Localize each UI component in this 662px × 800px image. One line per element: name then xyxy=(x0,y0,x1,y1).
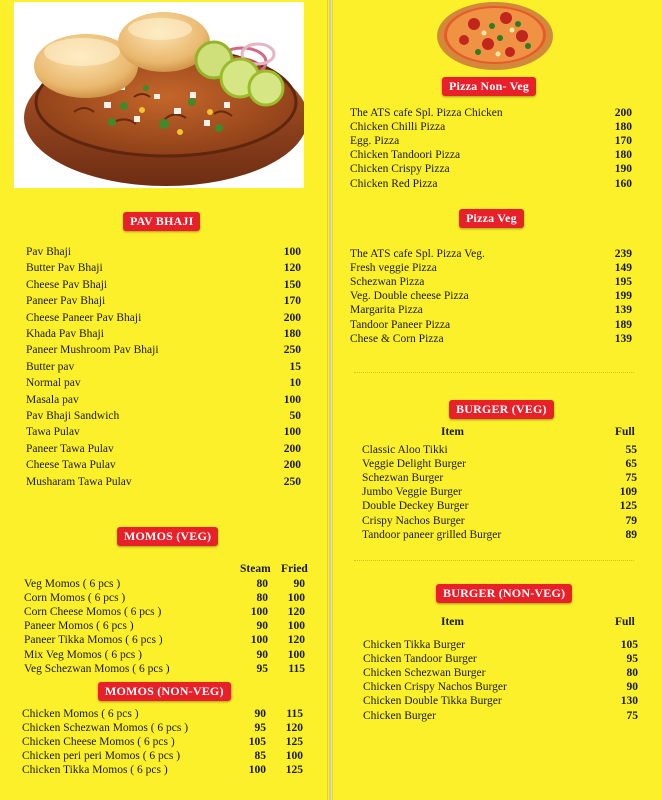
menu-item-price: 125 xyxy=(619,500,637,513)
menu-item-name: Corn Cheese Momos ( 6 pcs ) xyxy=(24,606,162,619)
menu-item-name: Veggie Delight Burger xyxy=(362,458,466,471)
menu-item-price: 195 xyxy=(614,276,632,289)
menu-item-name: Cheese Paneer Pav Bhaji xyxy=(26,311,142,324)
menu-item-name: Masala pav xyxy=(26,393,79,406)
menu-item-fried-price: 120 xyxy=(287,634,305,647)
menu-item-name: Chicken Tikka Burger xyxy=(363,639,466,651)
burger-nonveg-title: BURGER (NON-VEG) xyxy=(436,584,572,603)
menu-item-price: 250 xyxy=(283,344,301,357)
menu-item-price: 95 xyxy=(626,653,638,666)
menu-item-name: Margarita Pizza xyxy=(350,304,423,317)
menu-item-steam-price: 80 xyxy=(256,592,268,605)
menu-item-price: 120 xyxy=(283,262,301,275)
left-column xyxy=(0,0,326,800)
menu-item-steam-price: 100 xyxy=(250,634,268,647)
menu-item-price: 10 xyxy=(289,377,301,390)
menu-item-price: 75 xyxy=(625,472,637,485)
menu-item-fried-price: 115 xyxy=(286,708,303,720)
menu-item-name: Classic Aloo Tikki xyxy=(362,444,448,456)
menu-item-price: 150 xyxy=(283,278,301,291)
menu-item-name: Cheese Pav Bhaji xyxy=(26,278,108,291)
menu-item-price: 250 xyxy=(283,475,301,488)
menu-item-name: Veg. Double cheese Pizza xyxy=(350,290,469,303)
menu-item-steam-price: 90 xyxy=(254,708,266,720)
menu-item-name: Paneer Tawa Pulav xyxy=(26,442,114,455)
menu-item-fried-price: 120 xyxy=(287,606,305,619)
menu-item-name: Paneer Pav Bhaji xyxy=(26,295,106,308)
menu-item-name: Pav Bhaji Sandwich xyxy=(26,410,120,422)
menu-item-name: Egg. Pizza xyxy=(350,135,400,148)
menu-item-name: Chicken Crispy Pizza xyxy=(350,163,450,176)
menu-item-name: Paneer Mushroom Pav Bhaji xyxy=(26,344,159,357)
menu-item-steam-price: 95 xyxy=(254,722,266,735)
menu-item-price: 200 xyxy=(283,459,301,472)
column-divider xyxy=(327,0,333,800)
menu-item-name: Chicken Burger xyxy=(363,709,436,722)
menu-item-fried-price: 100 xyxy=(287,648,305,661)
menu-item-name: Schezwan Burger xyxy=(362,472,444,485)
menu-item-name: Chicken Red Pizza xyxy=(350,177,438,190)
menu-item-name: Fresh veggie Pizza xyxy=(350,262,437,275)
menu-item-steam-price: 95 xyxy=(256,662,268,675)
menu-item-name: Chese & Corn Pizza xyxy=(350,332,444,345)
momos-veg-steam-header: Steam xyxy=(240,563,271,575)
menu-item-price: 180 xyxy=(614,121,632,134)
menu-item-price: 170 xyxy=(614,135,632,148)
menu-item-price: 139 xyxy=(614,304,632,317)
menu-item-price: 100 xyxy=(283,246,301,258)
pav-bhaji-photo xyxy=(14,2,304,188)
menu-item-price: 89 xyxy=(625,528,637,541)
menu-item-steam-price: 90 xyxy=(256,648,268,661)
burger-veg-price-header: Full xyxy=(615,426,635,438)
menu-item-name: Schezwan Pizza xyxy=(350,276,425,289)
menu-item-name: Veg Momos ( 6 pcs ) xyxy=(24,578,121,590)
menu-item-name: The ATS cafe Spl. Pizza Veg. xyxy=(350,248,485,260)
menu-item-name: Chicken Tandoor Burger xyxy=(363,653,477,666)
menu-item-name: Chicken Schezwan Momos ( 6 pcs ) xyxy=(22,722,189,735)
menu-item-price: 199 xyxy=(614,290,632,303)
right-column xyxy=(334,0,662,800)
menu-item-price: 180 xyxy=(283,328,301,340)
menu-item-name: Cheese Tawa Pulav xyxy=(26,459,116,472)
menu-item-name: Veg Schezwan Momos ( 6 pcs ) xyxy=(24,662,170,675)
menu-item-price: 180 xyxy=(614,149,632,162)
menu-item-name: Double Deckey Burger xyxy=(362,500,469,513)
menu-item-price: 15 xyxy=(289,360,301,373)
menu-item-fried-price: 120 xyxy=(285,722,303,735)
menu-item-fried-price: 100 xyxy=(287,620,305,633)
burger-nonveg-price-header: Full xyxy=(615,616,635,628)
separator-dots-2 xyxy=(354,560,634,561)
menu-item-price: 55 xyxy=(625,444,637,456)
menu-item-price: 75 xyxy=(626,709,638,722)
menu-item-price: 80 xyxy=(626,667,638,680)
burger-veg-title: BURGER (VEG) xyxy=(449,400,554,419)
menu-item-name: Musharam Tawa Pulav xyxy=(26,475,132,488)
menu-item-name: Butter Pav Bhaji xyxy=(26,262,103,275)
menu-item-name: Chicken Tikka Momos ( 6 pcs ) xyxy=(22,764,168,777)
momos-nonveg-title: MOMOS (NON-VEG) xyxy=(98,682,231,701)
menu-item-fried-price: 115 xyxy=(288,662,305,675)
menu-item-name: Chicken Tandoori Pizza xyxy=(350,149,461,162)
menu-item-name: Normal pav xyxy=(26,377,81,390)
pav-bhaji-title: PAV BHAJI xyxy=(123,212,200,231)
menu-item-fried-price: 100 xyxy=(287,592,305,605)
menu-item-steam-price: 100 xyxy=(248,764,266,777)
separator-dots xyxy=(354,372,634,373)
momos-veg-fried-header: Fried xyxy=(281,563,308,575)
menu-item-price: 190 xyxy=(614,163,632,176)
burger-nonveg-item-header: Item xyxy=(441,616,464,628)
menu-item-steam-price: 80 xyxy=(256,578,268,590)
menu-item-price: 100 xyxy=(283,426,301,439)
menu-item-price: 200 xyxy=(283,311,301,324)
menu-item-price: 90 xyxy=(626,681,638,694)
menu-item-price: 149 xyxy=(614,262,632,275)
menu-item-fried-price: 90 xyxy=(293,578,305,590)
menu-item-price: 50 xyxy=(289,410,301,422)
menu-item-name: Pav Bhaji xyxy=(26,246,72,258)
menu-item-price: 200 xyxy=(614,107,632,119)
menu-item-name: Chicken Double Tikka Burger xyxy=(363,695,502,708)
menu-item-name: Chicken Schezwan Burger xyxy=(363,667,486,680)
menu-item-name: Paneer Momos ( 6 pcs ) xyxy=(24,620,134,633)
menu-item-name: Chicken Crispy Nachos Burger xyxy=(363,681,507,694)
momos-veg-title: MOMOS (VEG) xyxy=(117,527,218,546)
menu-item-price: 100 xyxy=(283,393,301,406)
menu-item-steam-price: 100 xyxy=(250,606,268,619)
menu-item-steam-price: 90 xyxy=(256,620,268,633)
menu-item-price: 130 xyxy=(620,695,638,708)
menu-item-name: Paneer Tikka Momos ( 6 pcs ) xyxy=(24,634,163,647)
pizza-veg-title: Pizza Veg xyxy=(459,209,524,228)
pizza-photo xyxy=(434,0,556,72)
menu-item-name: Jumbo Veggie Burger xyxy=(362,486,462,499)
pizza-nonveg-title: Pizza Non- Veg xyxy=(442,77,536,96)
menu-item-name: Chicken peri peri Momos ( 6 pcs ) xyxy=(22,750,181,763)
menu-item-name: Chicken Cheese Momos ( 6 pcs ) xyxy=(22,736,175,749)
menu-item-name: Tandoor Paneer Pizza xyxy=(350,318,451,331)
menu-item-fried-price: 125 xyxy=(285,736,303,749)
menu-item-name: Tandoor paneer grilled Burger xyxy=(362,528,502,541)
menu-item-price: 105 xyxy=(620,639,638,651)
menu-item-price: 160 xyxy=(614,177,632,190)
menu-item-name: Corn Momos ( 6 pcs ) xyxy=(24,592,126,605)
menu-item-price: 79 xyxy=(625,514,637,527)
menu-item-name: Mix Veg Momos ( 6 pcs ) xyxy=(24,648,142,661)
menu-item-price: 239 xyxy=(614,248,632,260)
menu-item-name: Butter pav xyxy=(26,360,75,373)
menu-item-fried-price: 125 xyxy=(285,764,303,777)
menu-item-price: 65 xyxy=(625,458,637,471)
menu-item-name: Chicken Momos ( 6 pcs ) xyxy=(22,708,139,720)
menu-item-steam-price: 105 xyxy=(248,736,266,749)
menu-item-price: 200 xyxy=(283,442,301,455)
menu-item-name: The ATS cafe Spl. Pizza Chicken xyxy=(350,107,503,119)
burger-veg-item-header: Item xyxy=(441,426,464,438)
menu-item-price: 189 xyxy=(614,318,632,331)
menu-item-name: Tawa Pulav xyxy=(26,426,80,439)
menu-item-price: 139 xyxy=(614,332,632,345)
menu-item-name: Crispy Nachos Burger xyxy=(362,514,465,527)
menu-item-name: Chicken Chilli Pizza xyxy=(350,121,446,134)
menu-item-price: 109 xyxy=(619,486,637,499)
menu-item-steam-price: 85 xyxy=(254,750,266,763)
menu-item-name: Khada Pav Bhaji xyxy=(26,328,104,340)
menu-item-fried-price: 100 xyxy=(285,750,303,763)
menu-item-price: 170 xyxy=(283,295,301,308)
